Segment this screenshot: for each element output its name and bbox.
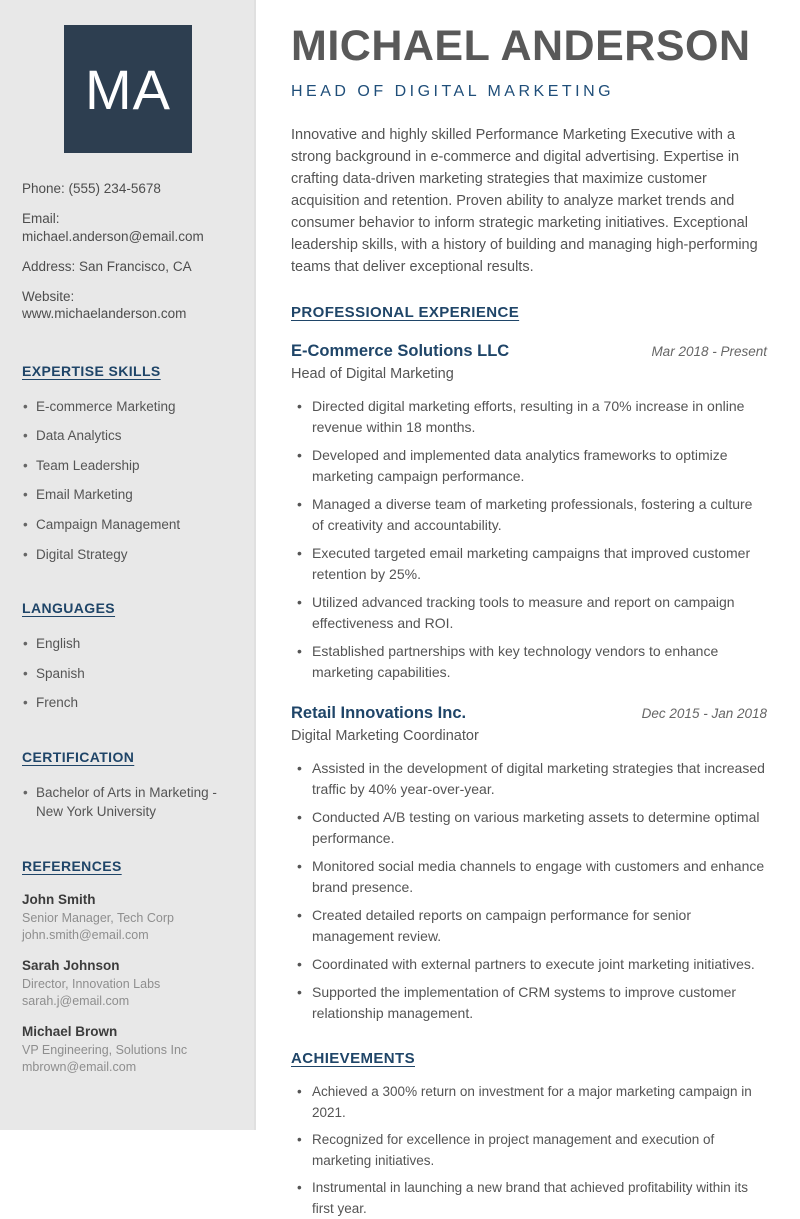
job-header <box>291 704 767 723</box>
bullet-item: • Supported the implementation of CRM systems to improve customer relationship management. <box>291 982 767 1024</box>
bullet-item: • Assisted in the development of digital marketing strategies that increased traffic by 40% year-over-year. <box>291 758 767 800</box>
reference-name: John Smith <box>22 891 96 907</box>
monogram-initials: MA <box>85 57 171 121</box>
job-entry <box>291 342 767 683</box>
bullet-item: • Recognized for excellence in project management and execution of marketing initiatives. <box>291 1129 767 1171</box>
list-item: • French <box>22 693 234 713</box>
languages-list <box>22 634 234 713</box>
section-heading: LANGUAGES <box>22 600 116 617</box>
reference-role: Senior Manager, Tech Corp <box>22 910 174 925</box>
list-item: • English <box>22 634 234 654</box>
bullet-item: • Developed and implemented data analytics frameworks to optimize marketing campaign performance. <box>291 445 767 487</box>
job-bullets <box>291 396 767 683</box>
job-role: Digital Marketing Coordinator <box>291 728 479 745</box>
contact-email: Email: michael.anderson@email.com <box>22 211 204 244</box>
bullet-item: • Created detailed reports on campaign performance for senior management review. <box>291 905 767 947</box>
reference-name: Sarah Johnson <box>22 957 120 973</box>
section-heading-experience: PROFESSIONAL EXPERIENCE <box>291 304 520 322</box>
job-dates: Dec 2015 - Jan 2018 <box>641 706 767 722</box>
section-heading-achievements: ACHIEVEMENTS <box>291 1050 415 1068</box>
bullet-item: • Established partnerships with key technology vendors to enhance marketing capabilities. <box>291 641 767 683</box>
contact-address: Address: San Francisco, CA <box>22 258 192 274</box>
person-name: MICHAEL ANDERSON <box>291 22 751 70</box>
sidebar <box>0 0 256 1130</box>
list-item: • Spanish <box>22 664 234 684</box>
bullet-item: • Utilized advanced tracking tools to measure and report on campaign effectiveness and ROI. <box>291 592 767 634</box>
reference-entry <box>22 892 234 945</box>
job-role: Head of Digital Marketing <box>291 366 454 383</box>
reference-email: john.smith@email.com <box>22 928 149 943</box>
list-item: • Bachelor of Arts in Marketing - New York University <box>22 783 234 822</box>
list-item: • Digital Strategy <box>22 545 234 565</box>
job-header <box>291 342 767 361</box>
reference-email: mbrown@email.com <box>22 1060 137 1075</box>
skills-list <box>22 397 234 564</box>
certification-list <box>22 783 234 822</box>
reference-role: VP Engineering, Solutions Inc <box>22 1042 188 1057</box>
bullet-item: • Conducted A/B testing on various marketing assets to determine optimal performance. <box>291 807 767 849</box>
section-certification <box>22 749 234 822</box>
person-job-title: HEAD OF DIGITAL MARKETING <box>291 83 615 101</box>
job-bullets <box>291 758 767 1024</box>
bullet-item: • Directed digital marketing efforts, resulting in a 70% increase in online revenue within 18 months. <box>291 396 767 438</box>
section-references <box>22 858 234 1077</box>
contact-phone: Phone: (555) 234-5678 <box>22 181 161 196</box>
list-item: • Email Marketing <box>22 485 234 505</box>
list-item: • Team Leadership <box>22 456 234 476</box>
company-name: Retail Innovations Inc. <box>291 704 467 723</box>
list-item: • E-commerce Marketing <box>22 397 234 417</box>
reference-name: Michael Brown <box>22 1023 118 1039</box>
reference-entry <box>22 1024 234 1077</box>
main-content <box>256 0 800 1217</box>
bullet-item: • Managed a diverse team of marketing professionals, fostering a culture of creativity and accountability. <box>291 494 767 536</box>
summary-paragraph: Innovative and highly skilled Performance Marketing Executive with a strong background in e-commerce and digital advertising. Expertise in crafting data-driven marketing strategies that maximize customer acquisition and retention. Proven ability to analyze market trends and consumer behavior to inform strategic marketing initiatives. Exceptional leadership skills, with a history of building and managing high-performing teams that deliver exceptional results. <box>291 127 758 276</box>
monogram-avatar <box>64 25 192 153</box>
reference-email: sarah.j@email.com <box>22 994 130 1009</box>
contact-info <box>22 180 234 323</box>
section-heading: CERTIFICATION <box>22 748 135 765</box>
bullet-item: • Achieved a 300% return on investment for a major marketing campaign in 2021. <box>291 1081 767 1123</box>
bullet-item: • Coordinated with external partners to execute joint marketing initiatives. <box>291 954 767 975</box>
job-dates: Mar 2018 - Present <box>651 344 767 360</box>
contact-website: Website: www.michaelanderson.com <box>22 288 187 322</box>
bullet-item: • Executed targeted email marketing campaigns that improved customer retention by 25%. <box>291 543 767 585</box>
section-heading: EXPERTISE SKILLS <box>22 362 161 379</box>
list-item: • Data Analytics <box>22 426 234 446</box>
section-heading: REFERENCES <box>22 857 122 874</box>
reference-entry <box>22 958 234 1011</box>
job-entry <box>291 704 767 1024</box>
company-name: E-Commerce Solutions LLC <box>291 342 510 361</box>
achievements-list <box>291 1081 767 1219</box>
reference-role: Director, Innovation Labs <box>22 976 161 991</box>
section-languages <box>22 600 234 713</box>
bullet-item: • Monitored social media channels to engage with customers and enhance brand presence. <box>291 856 767 898</box>
section-expertise-skills <box>22 363 234 564</box>
list-item: • Campaign Management <box>22 515 234 535</box>
bullet-item: • Instrumental in launching a new brand that achieved profitability within its first year. <box>291 1177 767 1219</box>
